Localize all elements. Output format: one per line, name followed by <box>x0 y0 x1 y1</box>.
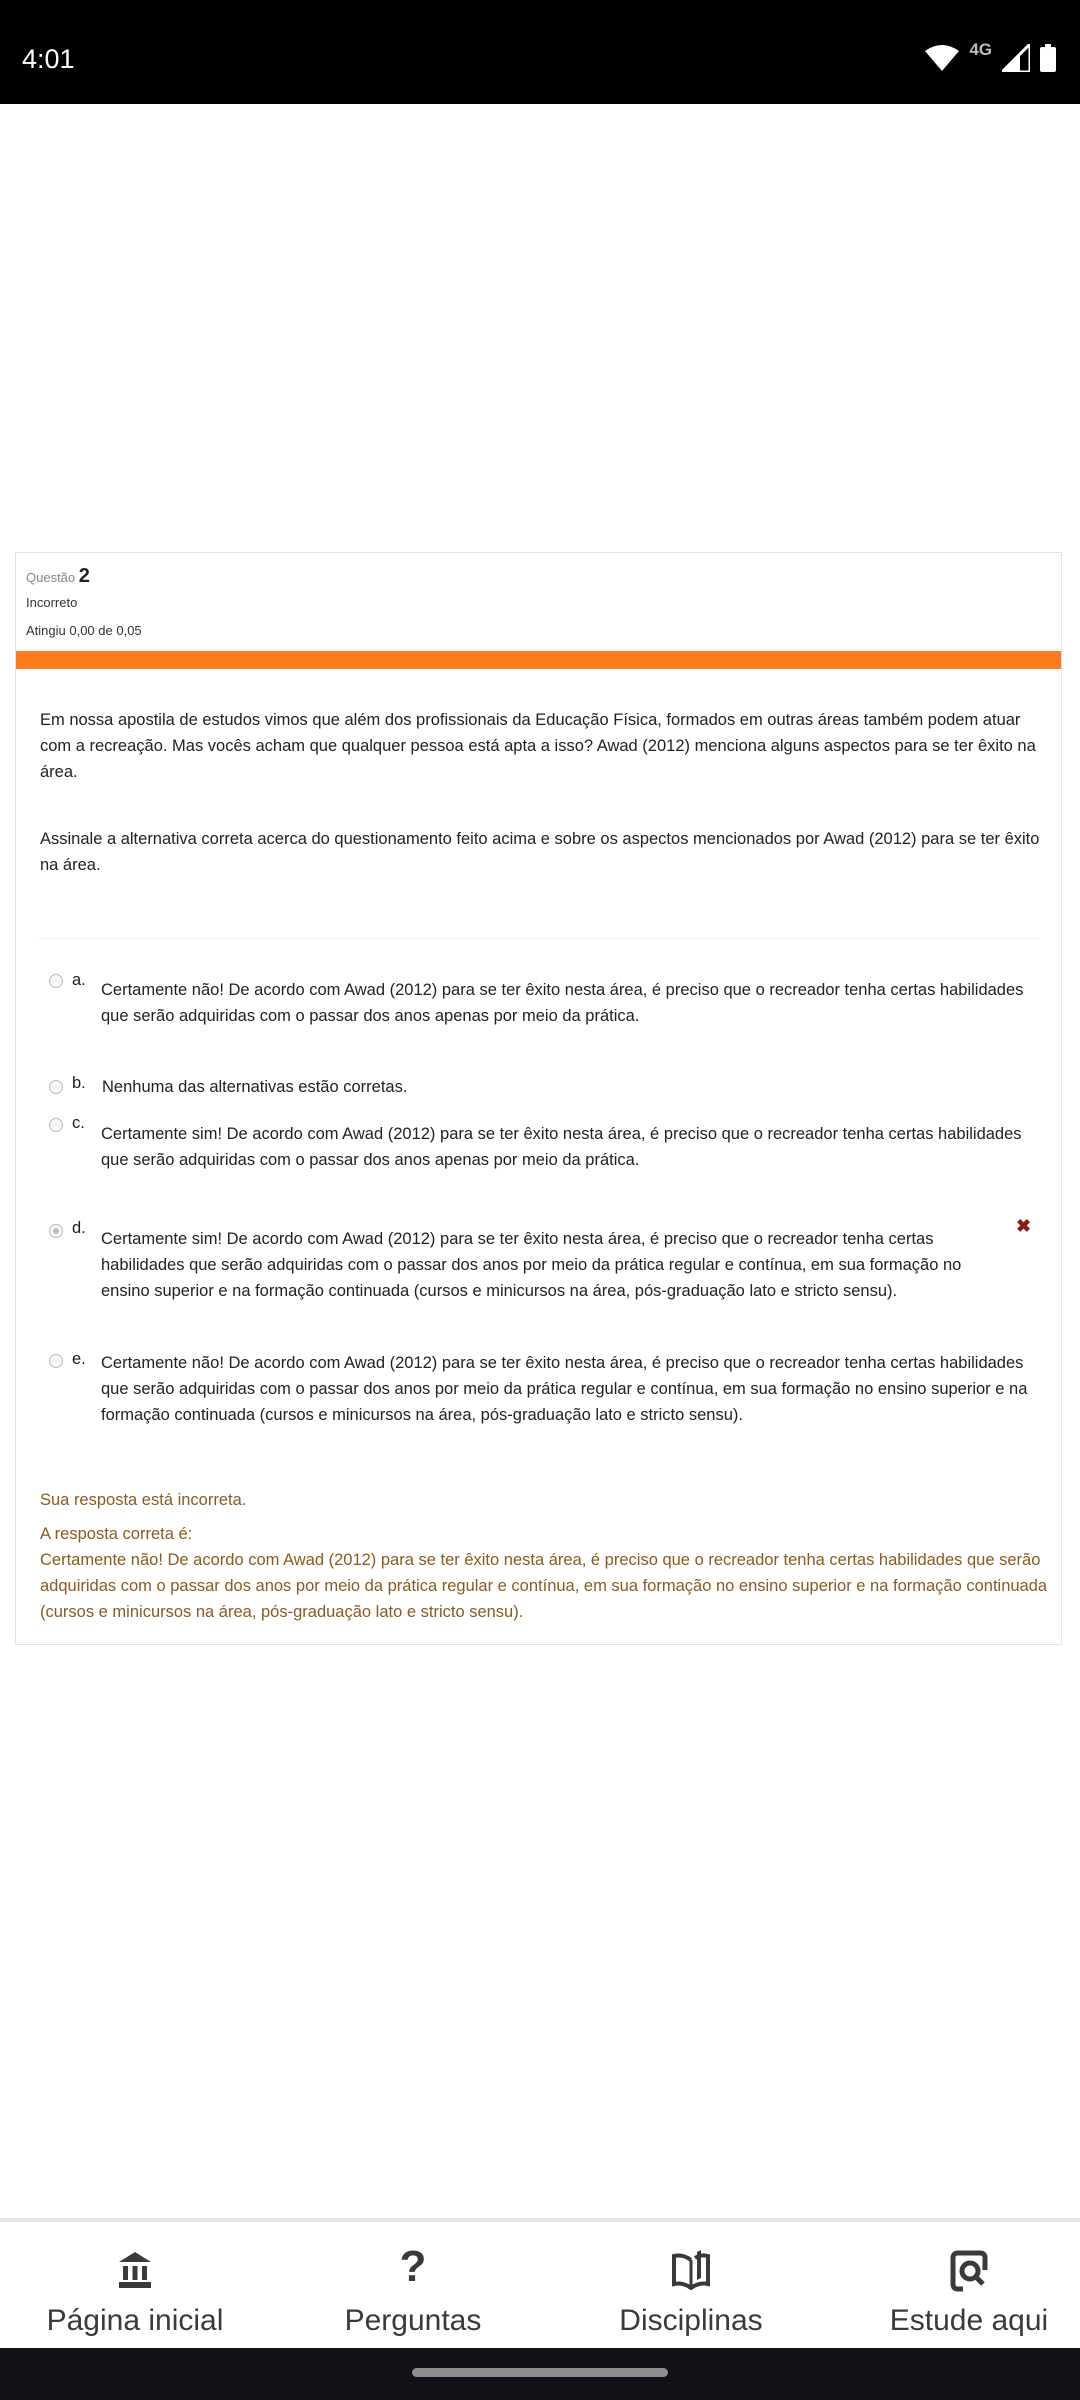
question-number: Questão 2 <box>26 565 90 587</box>
nav-study[interactable] <box>834 2222 1080 2352</box>
system-nav-bar <box>0 2348 1080 2400</box>
question-icon: ? <box>399 2242 427 2291</box>
incorrect-icon: ✖ <box>1016 1216 1032 1236</box>
option-b-radio[interactable] <box>49 1080 63 1094</box>
option-c-radio[interactable] <box>49 1118 63 1132</box>
search-icon <box>834 2250 1080 2294</box>
nav-questions-label: Perguntas <box>344 2304 482 2337</box>
option-d-radio[interactable] <box>49 1224 63 1238</box>
option-e-letter: e. <box>72 1350 86 1368</box>
question-status-bar <box>16 651 1061 669</box>
option-d-letter: d. <box>72 1219 86 1237</box>
option-a-letter: a. <box>72 971 86 989</box>
question-instruction: Assinale a alternativa correta acerca do questionamento feito acima e sobre os aspectos mencionados por Awad (2012) para se ter êxito na área. <box>40 830 1040 874</box>
option-e-text[interactable]: Certamente não! De acordo com Awad (2012) para se ter êxito nesta área, é preciso que o recreador tenha certas habilidades que serão adquiridas com o passar dos anos por meio da prática regular e contínua, em sua formação no ensino superior e na formação continuada (cursos e minicursos na área, pós-graduação lato e stricto sensu). <box>101 1354 1028 1424</box>
clock: 4:01 <box>22 44 75 74</box>
bank-icon <box>0 2250 270 2294</box>
question-text: Em nossa apostila de estudos vimos que além dos profissionais da Educação Física, formados em outras áreas também podem atuar com a recreação. Mas vocês acham que qualquer pessoa está apta a isso? Awad (2012) menciona alguns aspectos para se ter êxito na área. <box>40 711 1036 781</box>
option-b-text[interactable]: Nenhuma das alternativas estão corretas. <box>102 1078 408 1096</box>
feedback-correct-label: A resposta correta é: <box>40 1525 193 1543</box>
nav-subjects-label: Disciplinas <box>619 2304 763 2337</box>
network-type: 4G <box>969 40 992 59</box>
nav-home-label: Página inicial <box>46 2304 224 2337</box>
nav-subjects[interactable] <box>556 2222 826 2352</box>
feedback-correct-answer: Certamente não! De acordo com Awad (2012) para se ter êxito nesta área, é preciso que o recreador tenha certas habilidades que serão adquiridas com o passar dos anos por meio da prática regular e contínua, em sua formação no ensino superior e na formação continuada (cursos e minicursos na área, pós-graduação lato e stricto sensu). <box>40 1551 1048 1621</box>
option-a-text[interactable]: Certamente não! De acordo com Awad (2012) para se ter êxito nesta área, é preciso que o recreador tenha certas habilidades que serão adquiridas com o passar dos anos apenas por meio da prática. <box>101 981 1024 1025</box>
option-e-radio[interactable] <box>49 1354 63 1368</box>
option-d-text[interactable]: Certamente sim! De acordo com Awad (2012) para se ter êxito nesta área, é preciso que o recreador tenha certas habilidades que serão adquiridas com o passar dos anos por meio da prática regular e contínua, em sua formação no ensino superior e na formação continuada (cursos e minicursos na área, pós-graduação lato e stricto sensu). <box>101 1230 962 1300</box>
signal-icon <box>1002 44 1030 72</box>
question-grade: Atingiu 0,00 de 0,05 <box>26 623 142 638</box>
status-bar <box>0 0 1080 104</box>
question-state: Incorreto <box>26 595 78 610</box>
battery-icon <box>1040 44 1056 72</box>
option-b-letter: b. <box>72 1074 86 1092</box>
divider <box>38 938 1040 939</box>
wifi-icon <box>925 45 959 71</box>
option-c-text[interactable]: Certamente sim! De acordo com Awad (2012) para se ter êxito nesta área, é preciso que o recreador tenha certas habilidades que serão adquiridas com o passar dos anos apenas por meio da prática. <box>101 1125 1022 1169</box>
option-a-radio[interactable] <box>49 974 63 988</box>
option-c-letter: c. <box>72 1114 85 1132</box>
bottom-nav <box>0 2218 1080 2348</box>
nav-home[interactable] <box>0 2222 270 2352</box>
question-card <box>15 552 1062 1645</box>
nav-questions[interactable] <box>278 2222 548 2352</box>
book-icon <box>556 2250 826 2294</box>
nav-study-label: Estude aqui <box>889 2304 1049 2337</box>
home-gesture-handle[interactable] <box>412 2368 668 2377</box>
feedback-incorrect: Sua resposta está incorreta. <box>40 1491 247 1509</box>
